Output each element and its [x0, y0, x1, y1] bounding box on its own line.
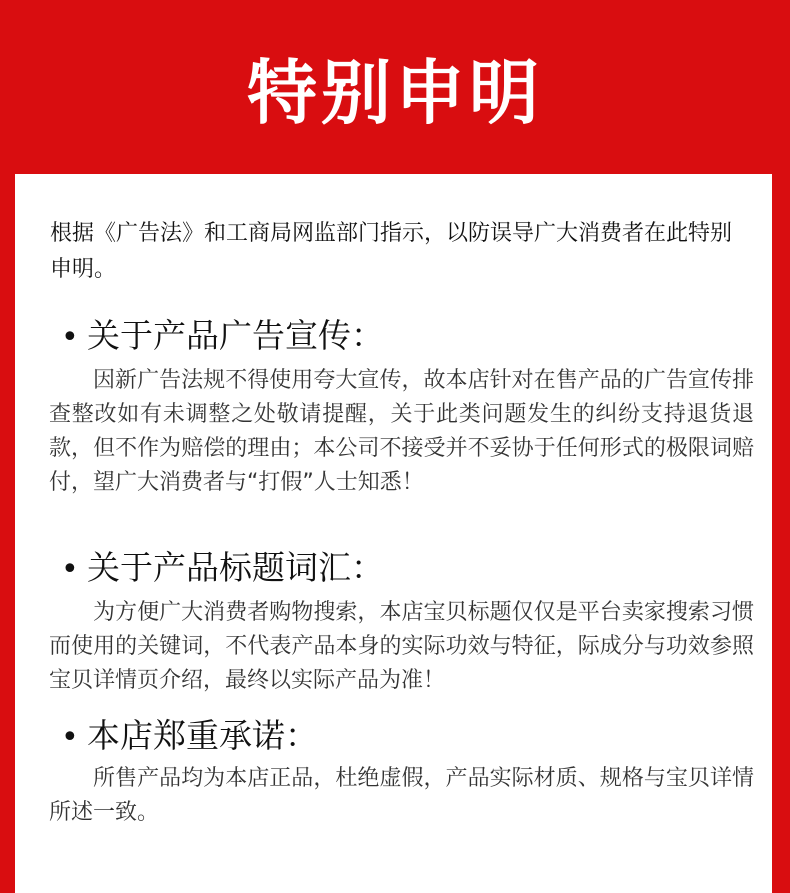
section-heading-label: 本店郑重承诺：	[87, 716, 318, 755]
bullet-icon: •	[61, 320, 79, 355]
section-heading-title-words	[61, 546, 751, 592]
section-body-title-words: 为方便广大消费者购物搜索，本店宝贝标题仅仅是平台卖家搜索习惯而使用的关键词，不代表产品本身的实际功效与特征，际成分与功效参照宝贝详情页介绍，最终以实际产品为准！	[49, 600, 754, 693]
section-heading-label: 关于产品标题词汇：	[87, 548, 384, 587]
section-heading-label: 关于产品广告宣传：	[87, 316, 384, 355]
notice-panel	[15, 174, 772, 893]
bullet-icon: •	[61, 552, 79, 587]
page-title: 特别申明	[247, 52, 543, 134]
section-heading-advertising	[61, 314, 751, 360]
section-body-commitment: 所售产品均为本店正品，杜绝虚假，产品实际材质、规格与宝贝详情所述一致。	[49, 766, 754, 825]
intro-text: 根据《广告法》和工商局网监部门指示，以防误导广大消费者在此特别申明。	[50, 221, 733, 282]
section-heading-commitment	[61, 714, 751, 760]
section-body-advertising: 因新广告法规不得使用夸大宣传，故本店针对在售产品的广告宣传排查整改如有未调整之处敬请提醒，关于此类问题发生的纠纷支持退货退款，但不作为赔偿的理由；本公司不接受并不妥协于任何形式的极限词赔付，望广大消费者与“打假”人士知悉！	[49, 368, 754, 495]
bullet-icon: •	[61, 720, 79, 755]
